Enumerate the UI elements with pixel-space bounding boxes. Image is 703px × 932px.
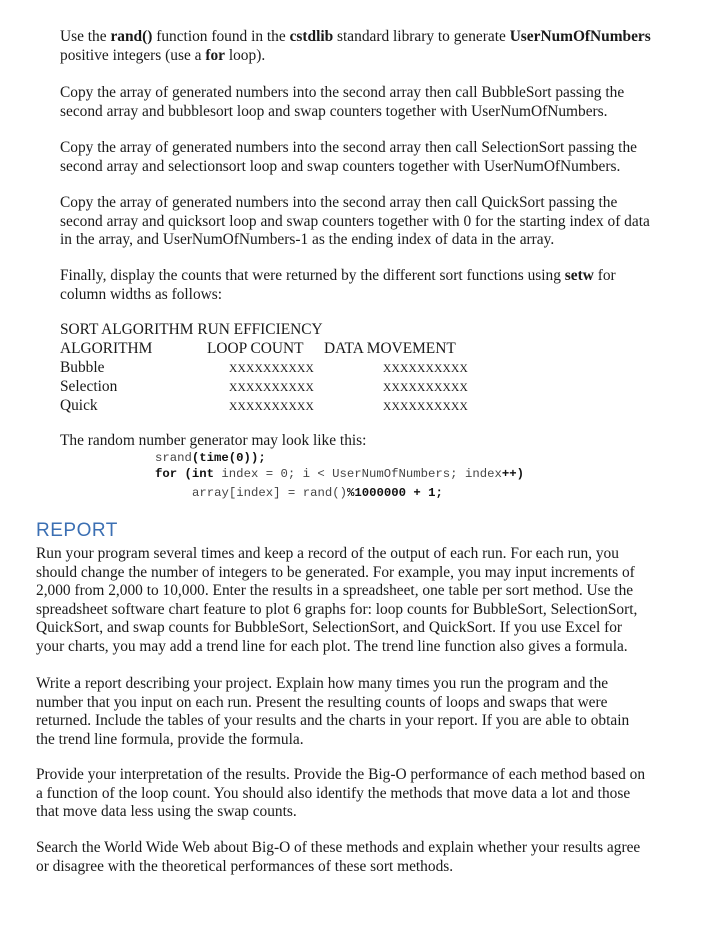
paragraph-line (60, 267, 680, 286)
text-run: positive integers (use a (60, 46, 206, 64)
table-cell-data-movement: XXXXXXXXXX (383, 363, 469, 375)
table-cell-algorithm: Quick (60, 397, 98, 414)
code-token: %1000000 + 1; (346, 486, 443, 500)
code-token: array[index] = rand() (192, 486, 347, 500)
paragraph-line (60, 28, 680, 47)
text-run: function found in the (152, 28, 290, 45)
paragraph-line: that move data less using the swap counts. (36, 803, 297, 821)
code-line-for (155, 466, 524, 482)
paragraph-quicksort (60, 194, 680, 250)
paragraph-line: should change the number of integers to be generated. For example, you may input increments of (36, 563, 635, 581)
table-header-algorithm: ALGORITHM (60, 340, 153, 357)
code-token: index = 0; i < UserNumOfNumbers; index (214, 467, 502, 481)
table-cell-loop-count: XXXXXXXXXX (229, 401, 315, 413)
code-term: rand() (110, 28, 153, 45)
table-cell-data-movement: XXXXXXXXXX (383, 401, 469, 413)
text-run: loop). (224, 46, 266, 64)
paragraph-line: Copy the array of generated numbers into the second array then call BubbleSort passing the (60, 84, 625, 101)
table-header-loop-count: LOOP COUNT (207, 340, 304, 357)
table-cell-loop-count: XXXXXXXXXX (229, 363, 315, 375)
paragraph-line: or disagree with the theoretical performances of these sort methods. (36, 857, 454, 875)
paragraph-line: a function of the loop count. You should also identify the methods that move data a lot and those (36, 784, 631, 802)
table-cell-loop-count: XXXXXXXXXX (229, 382, 315, 394)
paragraph-line: second array and quicksort loop and swap counters together with 0 for the starting index of data (60, 212, 650, 230)
paragraph-line: 2,000 from 2,000 to 10,000. Enter the results in a spreadsheet, one table per sort method. Use the (36, 582, 634, 600)
text-run: standard library to generate (333, 28, 510, 45)
code-term: for (205, 46, 225, 64)
paragraph-line (60, 47, 680, 66)
code-term: setw (564, 267, 594, 284)
paragraph-line: your charts, you may add a trend line for each plot. The trend line function also gives a formula. (36, 637, 628, 655)
report-paragraph-runs (36, 545, 684, 657)
code-token: (time(0)); (191, 451, 266, 465)
text-run: Finally, display the counts that were returned by the different sort functions using (60, 267, 565, 284)
rng-intro-text: The random number generator may look like this: (60, 432, 367, 449)
paragraph-line: returned. Include the tables of your results and the charts in your report. If you are able to obtain (36, 712, 630, 730)
text-run: for (593, 267, 616, 284)
paragraph-line: spreadsheet software chart feature to plot 6 graphs for: loop counts for BubbleSort, SelectionSort, (36, 600, 638, 618)
paragraph-line: QuickSort, and swap counts for BubbleSort, SelectionSort, and QuickSort. If you use Excel for (36, 619, 623, 637)
paragraph-line: Copy the array of generated numbers into the second array then call SelectionSort passing the (60, 139, 637, 156)
code-line-srand (155, 450, 266, 466)
table-cell-algorithm: Bubble (60, 359, 105, 376)
code-line-assign (192, 485, 443, 501)
table-title: SORT ALGORITHM RUN EFFICIENCY (60, 321, 323, 338)
paragraph-line: Provide your interpretation of the results. Provide the Big-O performance of each method based on (36, 766, 646, 783)
code-term: cstdlib (289, 28, 334, 45)
paragraph-line: the trend line formula, provide the formula. (36, 730, 304, 748)
report-paragraph-search (36, 839, 684, 876)
paragraph-line: number that you input on each run. Present the resulting counts of loops and swaps that were (36, 693, 608, 711)
table-cell-algorithm: Selection (60, 378, 118, 395)
code-token: ++) (501, 467, 524, 481)
code-token: for (int (155, 467, 215, 481)
paragraph-bubblesort (60, 84, 680, 121)
paragraph-line: Search the World Wide Web about Big-O of these methods and explain whether your results agree (36, 839, 641, 856)
paragraph-display-counts (60, 267, 680, 304)
paragraph-line: in the array, and UserNumOfNumbers-1 as the ending index of data in the array. (60, 231, 555, 249)
paragraph-selectionsort (60, 139, 680, 176)
paragraph-line: Write a report describing your project. Explain how many times you run the program and the (36, 675, 609, 692)
paragraph-line: Run your program several times and keep a record of the output of each run. For each run, you (36, 545, 619, 562)
report-paragraph-interpretation (36, 766, 684, 822)
paragraph-line: second array and selectionsort loop and swap counters together with UserNumOfNumbers. (60, 157, 621, 175)
paragraph-line: second array and bubblesort loop and swap counters together with UserNumOfNumbers. (60, 102, 608, 120)
table-cell-data-movement: XXXXXXXXXX (383, 382, 469, 394)
paragraph-line: column widths as follows: (60, 285, 223, 303)
code-token: srand (155, 451, 192, 465)
paragraph-line: Copy the array of generated numbers into the second array then call QuickSort passing the (60, 194, 618, 211)
text-run: Use the (60, 28, 111, 45)
paragraph-rand-intro (60, 28, 680, 65)
report-paragraph-describe (36, 675, 684, 749)
report-heading: REPORT (36, 520, 118, 541)
table-header-data-movement: DATA MOVEMENT (324, 340, 456, 357)
code-term: UserNumOfNumbers (509, 28, 651, 45)
